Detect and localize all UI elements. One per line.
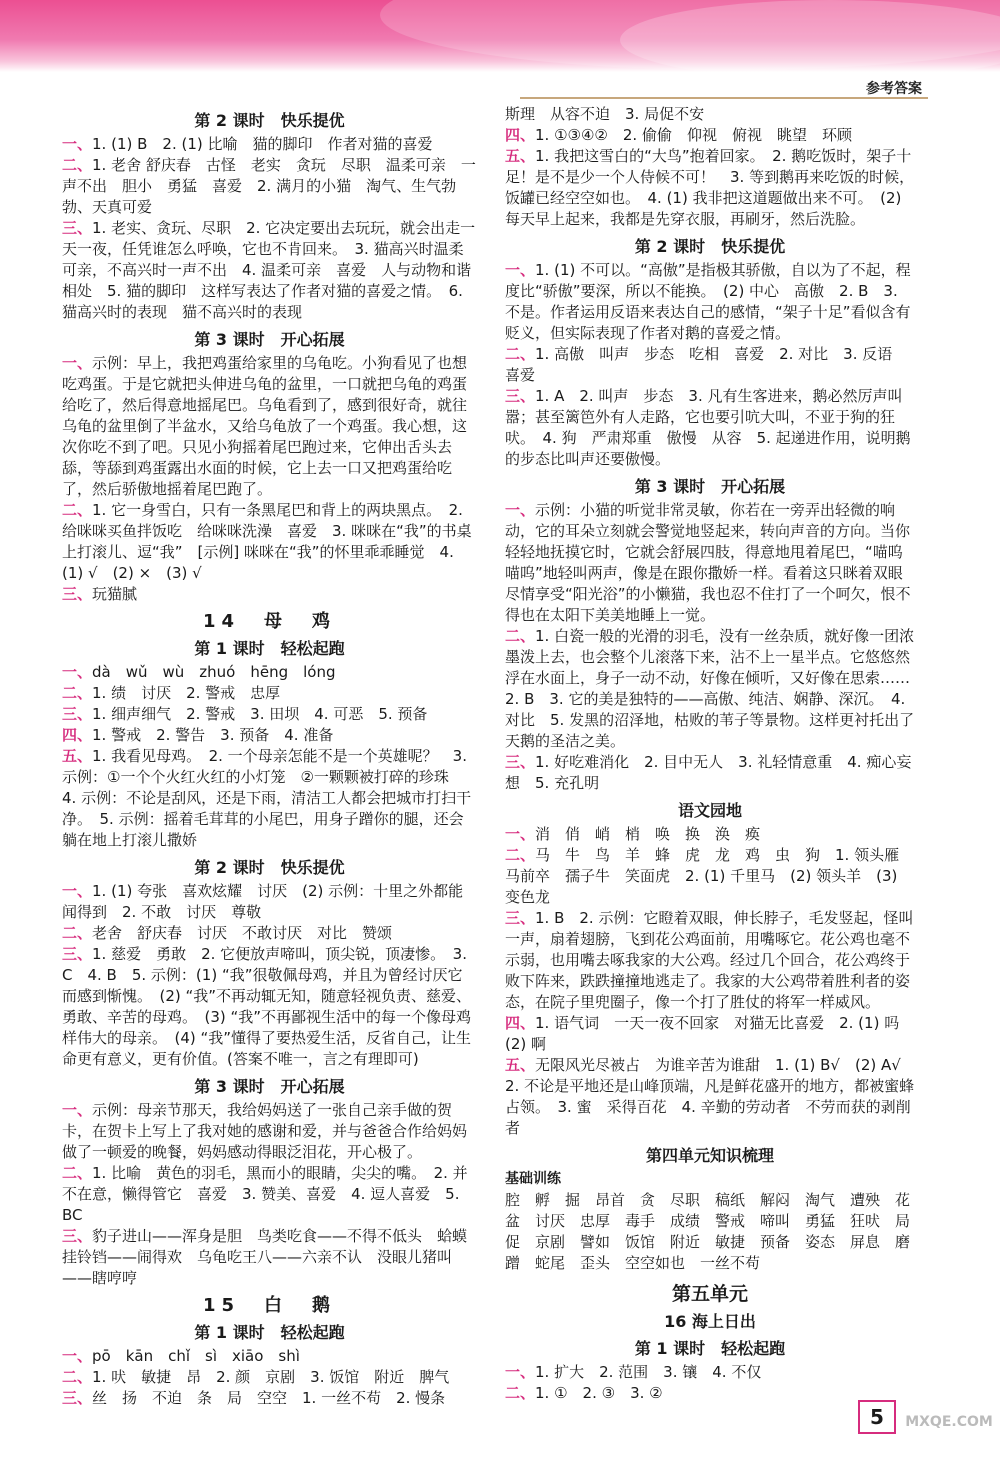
- section-heading: 第 1 课时 轻松起跑: [634, 1339, 786, 1358]
- answer-item: [505, 500, 915, 626]
- question-number: 三、: [62, 1389, 93, 1407]
- answer-item: [505, 386, 915, 470]
- answer-item: [62, 683, 477, 704]
- question-number: 三、: [505, 753, 536, 771]
- question-number: 一、: [62, 135, 93, 153]
- answer-item: [62, 134, 477, 155]
- answer-item: [505, 1013, 915, 1055]
- answer-text: 1. (1) B 2. (1) 比喻 猫的脚印 作者对猫的喜爱: [92, 135, 433, 153]
- question-number: 二、: [62, 1368, 93, 1386]
- section-heading: 第四单元知识梳理: [645, 1146, 774, 1165]
- left-column: [62, 104, 477, 1409]
- answer-item: [62, 1163, 477, 1226]
- answer-text: 1. B 2. 示例：它瞪着双眼，伸长脖子，毛发竖起，怪叫一声，扇着翅膀，飞到花公鸡面前，用嘴啄它。花公鸡也毫不示弱，也用嘴去啄我家的大公鸡。经过几个回合，花公鸡终于败下阵来，跌跌撞撞地逃走了。我家的大公鸡带着胜利者的姿态，在院子里兜圈子，像一个打了胜仗的将军一样威风。: [505, 909, 914, 1011]
- answer-text: 1. 警戒 2. 警告 3. 预备 4. 准备: [92, 726, 334, 744]
- answer-text: 1. 老实、贪玩、尽职 2. 它决定要出去玩玩，就会出走一天一夜，任凭谁怎么呼唤，它也不肯回来。 3. 猫高兴时温柔可亲，不高兴时一声不出 4. 温柔可亲 喜爱 人与动物和谐相处 5. 猫的脚印 这样写表达了作者对猫的喜爱之情。 6. 猫高兴时的表现 猫不高兴时的表现: [62, 219, 476, 321]
- answer-text: 示例：小猫的听觉非常灵敏，你若在一旁弄出轻微的响动，它的耳朵立刻就会警觉地竖起来，转向声音的方向。当你轻轻地抚摸它时，它就会舒展四肢，得意地甩着尾巴，“喵呜喵呜”地轻叫两声，像是在跟你撒娇一样。看着这只眯着双眼尽情享受“阳光浴”的小懒猫，我也忍不住打了一个呵欠，恨不得也在太阳下美美地睡上一觉。: [505, 501, 911, 624]
- question-number: 二、: [505, 1384, 536, 1402]
- header-banner: [0, 0, 1000, 72]
- answer-text: 消 俏 峭 梢 唤 换 涣 痪: [535, 825, 761, 843]
- answer-text: 1. 语气词 一天一夜不回家 对猫无比喜爱 2. (1) 吗 (2) 啊: [505, 1014, 915, 1053]
- section-heading: 第 3 课时 开心拓展: [194, 330, 345, 349]
- answer-text: 1. 吠 敏捷 昂 2. 颜 京剧 3. 饭馆 附近 脾气: [92, 1368, 450, 1386]
- question-number: 一、: [505, 825, 536, 843]
- reference-answer-label: 参考答案: [866, 81, 922, 97]
- answer-item: [505, 752, 915, 794]
- question-number: 二、: [62, 156, 93, 174]
- answer-item: [505, 125, 915, 146]
- answer-text: 1. (1) 不可以。“高傲”是指极其骄傲，自以为了不起，程度比“骄傲”要深，所以不能换。 (2) 中心 高傲 2. B 3. 不是。作者运用反语来表达自己的感情，“架子十足”看似含有贬义，但实际表现了作者对鹅的喜爱之情。: [505, 261, 911, 342]
- answer-item: [62, 704, 477, 725]
- question-number: 二、: [505, 846, 536, 864]
- section-heading: 语文园地: [677, 801, 742, 820]
- question-number: 一、: [505, 501, 536, 519]
- answer-item: [505, 1383, 915, 1404]
- answer-text: 1. 白瓷一般的光滑的羽毛，没有一丝杂质，就好像一团浓墨泼上去，也会整个儿滚落下来，沾不上一星半点。它悠悠然浮在水面上，身子一动不动，好像在倾听，又好像在思索…… 2. B 3. 它的美是独特的——高傲、纯洁、娴静、深沉。 4. 对比 5. 发黑的沼泽地，枯败的苇子等景物。这样更衬托出了天鹅的圣洁之美。: [505, 627, 926, 750]
- page-number: 5: [858, 1400, 896, 1434]
- answer-text: 老舍 舒庆春 讨厌 不敢讨厌 对比 赞颂: [92, 924, 393, 942]
- question-number: 三、: [62, 219, 93, 237]
- question-number: 一、: [62, 663, 93, 681]
- question-number: 一、: [505, 261, 536, 279]
- answer-item: [505, 626, 926, 752]
- question-number: 一、: [62, 1101, 93, 1119]
- answer-item: [62, 1388, 477, 1409]
- answer-item: [62, 500, 477, 584]
- answer-text: 1. (1) 夸张 喜欢炫耀 讨厌 (2) 示例：十里之外都能闻得到 2. 不敢 讨厌 尊敬: [62, 882, 464, 921]
- question-number: 二、: [505, 627, 536, 645]
- answer-text: 1. 扩大 2. 范围 3. 镶 4. 不仅: [535, 1363, 762, 1381]
- answer-text: 腔 孵 掘 昂首 贪 尽职 稿纸 解闷 淘气 遭殃 花盆 讨厌 忠厚 毒手 成绩 警戒 啼叫 勇猛 狂吠 局促 京剧 譬如 饭馆 附近 敏捷 预备 姿态 屏息 磨蹭 蛇尾 歪头 空空如也 一丝不苟: [505, 1191, 911, 1272]
- answer-text: 1. 好吃难消化 2. 目中无人 3. 礼轻情意重 4. 痴心妄想 5. 充孔明: [505, 753, 912, 792]
- answer-item: [62, 584, 477, 605]
- question-number: 五、: [62, 747, 93, 765]
- section-heading: 基础训练: [505, 1171, 561, 1187]
- answer-item: [505, 824, 915, 845]
- answer-text: 1. 高傲 叫声 步态 吃相 喜爱 2. 对比 3. 反语 喜爱: [505, 345, 908, 384]
- section-heading: 第 1 课时 轻松起跑: [194, 639, 345, 658]
- answer-item: [62, 923, 477, 944]
- answer-text: 1. ①③④② 2. 偷偷 仰视 俯视 眺望 环顾: [535, 126, 852, 144]
- answer-text: 1. 绩 讨厌 2. 警戒 忠厚: [92, 684, 281, 702]
- section-heading: 第 1 课时 轻松起跑: [194, 1323, 345, 1342]
- header-rule: [520, 97, 928, 99]
- question-number: 二、: [62, 1164, 93, 1182]
- answer-text: 马 牛 鸟 羊 蜂 虎 龙 鸡 虫 狗 1. 领头雁 马前卒 孺子牛 笑面虎 2. (1) 千里马 (2) 领头羊 (3) 变色龙: [505, 846, 915, 906]
- answer-item: [505, 908, 915, 1013]
- answer-item: [505, 1190, 915, 1274]
- answer-text: 豹子进山——浑身是胆 鸟类吃食——不得不低头 蛤蟆挂铃铛——闹得欢 乌龟吃王八——六亲不认 没眼儿猪叫——瞎哼哼: [62, 1227, 468, 1287]
- question-number: 三、: [62, 585, 93, 603]
- answer-item: [62, 1100, 477, 1163]
- answer-text: 无限风光尽被占 为谁辛苦为谁甜 1. (1) B√ (2) A√ 2. 不论是平地还是山峰顶端，凡是鲜花盛开的地方，都被蜜蜂占领。 3. 蜜 采得百花 4. 辛勤的劳动者 不劳而获的剥削者: [505, 1056, 916, 1137]
- question-number: 一、: [505, 1363, 536, 1381]
- question-number: 二、: [62, 501, 93, 519]
- answer-item: [505, 1362, 915, 1383]
- answer-text: 示例：母亲节那天，我给妈妈送了一张自己亲手做的贺卡，在贺卡上写上了我对她的感谢和爱，并与爸爸合作给妈妈做了一顿爱的晚餐，妈妈感动得眼泛泪花，开心极了。: [62, 1101, 468, 1161]
- answer-item: [62, 881, 477, 923]
- question-number: 五、: [505, 1056, 536, 1074]
- answer-text: pō kān chǐ sì xiāo shì: [92, 1347, 300, 1365]
- answer-item: [62, 353, 477, 500]
- answer-text: 丝 扬 不迫 条 局 空空 1. 一丝不苟 2. 慢条: [92, 1389, 446, 1407]
- question-number: 二、: [62, 924, 93, 942]
- watermark-logo: MXQE.COM: [905, 1414, 993, 1430]
- answer-text: 1. 比喻 黄色的羽毛，黑而小的眼睛，尖尖的嘴。 2. 并不在意，懒得管它 喜爱 3. 赞美、喜爱 4. 逗人喜爱 5. BC: [62, 1164, 468, 1224]
- section-heading: 14 母 鸡: [202, 611, 337, 632]
- answer-text: 1. A 2. 叫声 步态 3. 凡有生客进来，鹅必然厉声叫嚣；甚至篱笆外有人走路，它也要引吭大叫，不亚于狗的狂吠。 4. 狗 严肃郑重 傲慢 从容 5. 起递进作用，说明鹅的步态比叫声还要傲慢。: [505, 387, 911, 468]
- answer-item: [62, 1226, 477, 1289]
- answer-item: [62, 218, 477, 323]
- section-heading: 16 海上日出: [664, 1312, 756, 1331]
- question-number: 四、: [505, 126, 536, 144]
- right-column: [505, 104, 926, 1404]
- answer-text: 1. 慈爱 勇敢 2. 它便放声啼叫，顶尖锐，顶凄惨。 3. C 4. B 5. 示例：(1) “我”很敬佩母鸡，并且为曾经讨厌它而感到惭愧。 (2) “我”不再动辄无知，随意轻视负责、慈爱、勇敢、辛苦的母鸡。 (3) “我”不再鄙视生活中的每一个像母鸡样伟大的母亲。 (4) “我”懂得了要热爱生活，反省自己，让生命更有意义，更有价值。(答案不唯一，言之有理即可): [62, 945, 472, 1068]
- question-number: 四、: [62, 726, 93, 744]
- question-number: 三、: [505, 387, 536, 405]
- section-heading: 15 白 鹅: [202, 1295, 337, 1316]
- question-number: 一、: [62, 1347, 93, 1365]
- answer-item: [505, 260, 915, 344]
- answer-text: 1. 我看见母鸡。 2. 一个母亲怎能不是一个英雄呢？ 3. 示例：①一个个火红火红的小灯笼 ②一颗颗被打碎的珍珠 4. 示例：不论是刮风，还是下雨，清洁工人都会把城市打扫干净。 5. 示例：摇着毛茸茸的小尾巴，用身子蹭你的腿，还会躺在地上打滚儿撒娇: [62, 747, 472, 849]
- section-heading: 第 3 课时 开心拓展: [194, 1077, 345, 1096]
- section-heading: 第 2 课时 快乐提优: [194, 111, 345, 130]
- answer-item: [62, 944, 477, 1070]
- answer-text: 玩猫腻: [92, 585, 138, 603]
- section-heading: 第 2 课时 快乐提优: [194, 858, 345, 877]
- question-number: 五、: [505, 147, 536, 165]
- answer-item: [62, 725, 477, 746]
- section-heading: 第五单元: [671, 1283, 748, 1305]
- question-number: 四、: [505, 1014, 536, 1032]
- answer-text: 斯理 从容不迫 3. 局促不安: [505, 105, 705, 123]
- section-heading: 第 3 课时 开心拓展: [634, 477, 786, 496]
- answer-text: 1. 我把这雪白的“大鸟”抱着回家。 2. 鹅吃饭时，架子十足！是不是少一个人侍候不可！ 3. 等到鹅再来吃饭的时候，饭罐已经空空如也。 4. (1) 我非把这道题做出来不可。 (2) 每天早上起来，我都是先穿衣服，再刷牙，然后洗脸。: [505, 147, 915, 228]
- answer-item: [505, 104, 915, 125]
- question-number: 一、: [62, 354, 93, 372]
- section-heading: 第 2 课时 快乐提优: [634, 237, 786, 256]
- question-number: 三、: [62, 705, 93, 723]
- question-number: 二、: [62, 684, 93, 702]
- answer-text: 1. 老舍 舒庆春 古怪 老实 贪玩 尽职 温柔可亲 一声不出 胆小 勇猛 喜爱 2. 满月的小猫 淘气、生气勃勃、天真可爱: [62, 156, 476, 216]
- question-number: 二、: [505, 345, 536, 363]
- answer-text: 1. 细声细气 2. 警戒 3. 田坝 4. 可恶 5. 预备: [92, 705, 428, 723]
- answer-text: 1. ① 2. ③ 3. ②: [535, 1384, 663, 1402]
- answer-item: [62, 1346, 477, 1367]
- answer-item: [505, 845, 915, 908]
- answer-item: [505, 344, 915, 386]
- answer-item: [62, 155, 477, 218]
- question-number: 一、: [62, 882, 93, 900]
- question-number: 三、: [62, 1227, 93, 1245]
- answer-text: 1. 它一身雪白，只有一条黑尾巴和背上的两块黑点。 2. 给咪咪买鱼拌饭吃 给咪咪洗澡 喜爱 3. 咪咪在“我”的书桌上打滚儿、逗“我” [示例] 咪咪在“我”的怀里乖乖睡觉 4. (1) √ (2) × (3) √: [62, 501, 472, 582]
- answer-item: [62, 746, 477, 851]
- answer-text: dà wǔ wù zhuó hēng lóng: [92, 663, 336, 681]
- question-number: 三、: [505, 909, 536, 927]
- answer-item: [505, 1055, 915, 1139]
- answer-item: [62, 662, 477, 683]
- answer-item: [505, 146, 915, 230]
- question-number: 三、: [62, 945, 93, 963]
- answer-item: [62, 1367, 477, 1388]
- answer-text: 示例：早上，我把鸡蛋给家里的乌龟吃。小狗看见了也想吃鸡蛋。于是它就把头伸进乌龟的盆里，一口就把乌龟的鸡蛋给吃了，然后得意地摇尾巴。乌龟看到了，感到很好奇，就往乌龟的盆里倒了半盆水，又给乌龟放了一个鸡蛋。我心想，这次你吃不到了吧。只见小狗摇着尾巴跑过来，它伸出舌头去舔，等舔到鸡蛋露出水面的时候，它上去一口又把鸡蛋给吃了，然后骄傲地摇着尾巴跑了。: [62, 354, 468, 498]
